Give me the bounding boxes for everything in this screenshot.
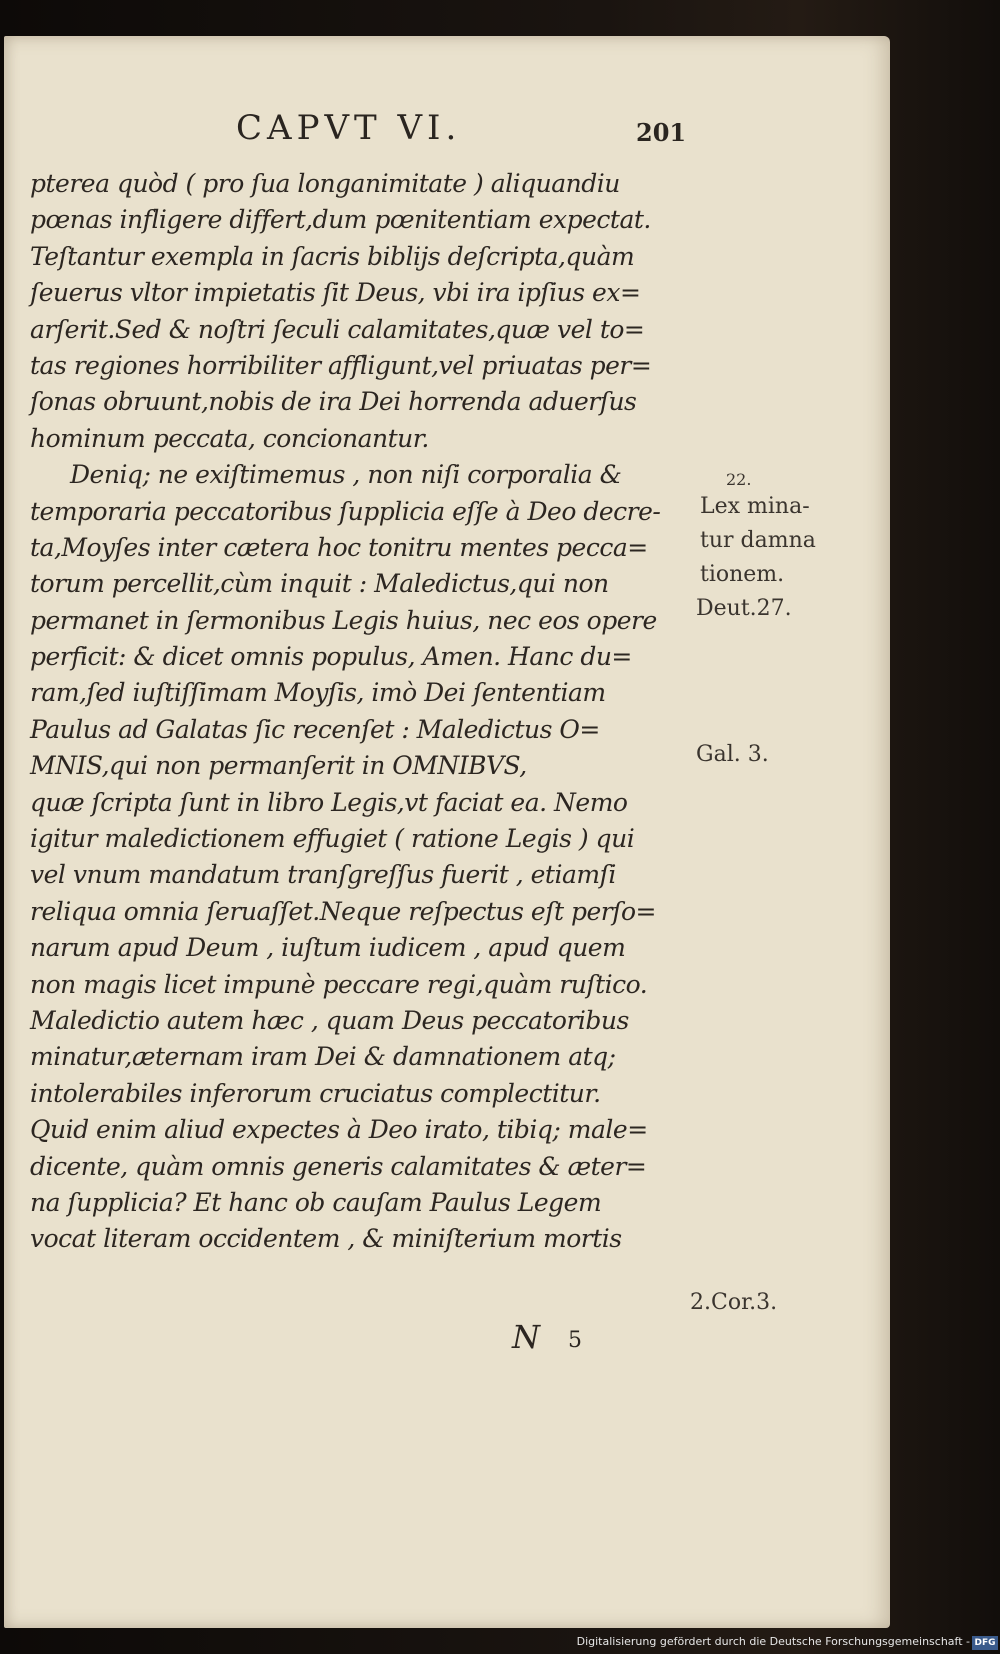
text-line: perficit: & dicet omnis populus, Amen. Hanc du=: [30, 642, 632, 672]
text-line: Deniq; ne exiſtimemus , non niſi corporalia &: [70, 460, 622, 490]
margin-note-line: tionem.: [700, 562, 785, 587]
text-line: Teſtantur exempla in ſacris biblijs deſcripta,quàm: [30, 241, 635, 271]
text-line: pterea quòd ( pro ſua longanimitate ) aliquandiu: [30, 169, 620, 198]
text-line: Quid enim aliud expectes à Deo irato, tibiq; male=: [30, 1115, 648, 1145]
text-line: vocat literam occidentem , & miniſterium mortis: [30, 1224, 622, 1254]
digitization-credit: Digitalisierung gefördert durch die Deutsche Forschungsgemeinschaft -: [576, 1635, 970, 1648]
text-line: MNIS,qui non permanſerit in OMNIBVS,: [30, 751, 527, 781]
text-line: dicente, quàm omnis generis calamitates & æter=: [30, 1151, 647, 1181]
margin-note-number: 22.: [726, 470, 752, 489]
text-line: pœnas infligere differt,dum pœnitentiam expectat.: [30, 205, 651, 235]
margin-note-line: tur damna: [700, 528, 816, 553]
text-line: torum percellit,cùm inquit : Maledictus,qui non: [30, 569, 609, 599]
text-line: Maledictio autem hæc , quam Deus peccatoribus: [30, 1005, 629, 1035]
text-line: ſeuerus vltor impietatis ſit Deus, vbi ira ipſius ex=: [30, 278, 641, 308]
text-line: tas regiones horribiliter affligunt,vel priuatas per=: [30, 350, 652, 380]
page-header: [236, 108, 706, 154]
text-line: arſerit.Sed & noſtri ſeculi calamitates,quæ vel to=: [30, 314, 645, 344]
text-line: reliqua omnia ſeruaſſet.Neque reſpectus eſt perſo=: [30, 896, 656, 926]
text-line: igitur maledictionem effugiet ( ratione Legis ) qui: [30, 824, 635, 854]
text-line: na ſupplicia? Et hanc ob cauſam Paulus Legem: [30, 1187, 602, 1217]
margin-reference-cor: 2.Cor.3.: [690, 1290, 778, 1315]
text-line: Paulus ad Galatas ſic recenſet : Maledictus O=: [30, 714, 600, 744]
text-line: minatur,æternam iram Dei & damnationem atq;: [30, 1042, 616, 1072]
text-line: vel vnum mandatum tranſgreſſus fuerit , etiamſi: [30, 860, 616, 890]
running-title: CAPVT VI.: [236, 108, 462, 148]
text-line: ſonas obruunt,nobis de ira Dei horrenda aduerſus: [30, 387, 637, 417]
text-line: narum apud Deum , iuſtum iudicem , apud quem: [30, 933, 626, 963]
text-line: ta,Moyſes inter cætera hoc tonitru mentes pecca=: [30, 532, 648, 562]
text-line: non magis licet impunè peccare regi,quàm ruſtico.: [30, 969, 648, 999]
text-line: permanet in ſermonibus Legis huius, nec eos opere: [30, 605, 657, 635]
dfg-logo: DFG: [972, 1636, 998, 1650]
page-number: 201: [636, 118, 687, 147]
body-text: [30, 166, 690, 1258]
margin-reference-deut: Deut.27.: [696, 596, 792, 621]
text-line: quæ ſcripta ſunt in libro Legis,vt faciat ea. Nemo: [30, 787, 628, 817]
signature-mark: 5: [568, 1328, 582, 1353]
text-line: intolerabiles inferorum cruciatus complectitur.: [30, 1078, 601, 1108]
text-line: ram,ſed iuſtiſſimam Moyſis, imò Dei ſententiam: [30, 678, 606, 708]
text-line: temporaria peccatoribus ſupplicia eſſe à Deo decre-: [30, 496, 661, 526]
margin-reference-gal: Gal. 3.: [696, 742, 769, 767]
margin-note-line: Lex mina-: [700, 494, 810, 519]
text-line: hominum peccata, concionantur.: [30, 423, 429, 453]
catchword: N: [512, 1318, 540, 1356]
